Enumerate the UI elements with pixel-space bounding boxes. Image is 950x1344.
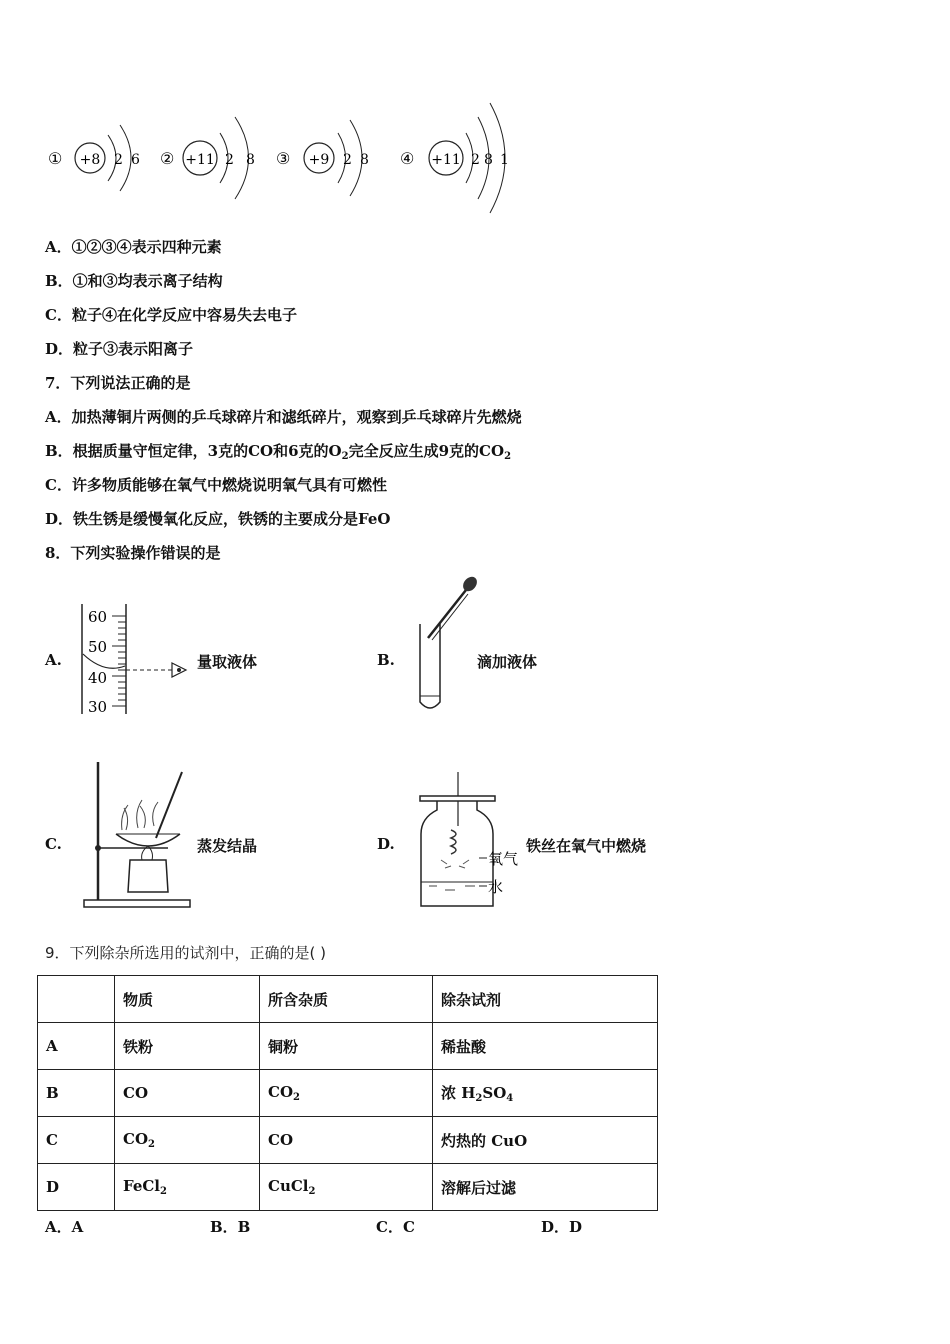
table-cell: 铁粉 <box>115 1023 260 1070</box>
atom-1-nucleus: +8 <box>79 152 101 168</box>
q8-stem: 8．下列实验操作错误的是 <box>45 544 221 562</box>
atom-2-shell-1: 2 <box>225 152 234 168</box>
q6-option-b: B．①和③均表示离子结构 <box>45 272 223 290</box>
q8-c-letter: C. <box>45 835 62 853</box>
table-row <box>38 1164 658 1211</box>
atom-1-number: ① <box>48 149 63 168</box>
formula-subscript: 2 <box>148 1139 155 1150</box>
table-cell: CO <box>115 1070 260 1117</box>
table-cell: 铜粉 <box>260 1023 433 1070</box>
table-cell <box>115 1164 260 1211</box>
table-cell <box>260 1164 433 1211</box>
atom-4-nucleus: +11 <box>431 152 461 168</box>
q9-table <box>37 975 658 1211</box>
table-cell: A <box>38 1023 115 1070</box>
atom-4-shell-3: 1 <box>500 152 509 168</box>
atom-3-nucleus: +9 <box>308 152 330 168</box>
cylinder-tick-60: 60 <box>88 608 108 626</box>
atom-4-number: ④ <box>400 149 415 168</box>
atom-diagram-3 <box>276 120 369 196</box>
q7-option-c: C．许多物质能够在氧气中燃烧说明氧气具有可燃性 <box>45 476 387 494</box>
q6-option-d: D．粒子③表示阳离子 <box>45 340 194 358</box>
q9-answer-d: D．D <box>541 1218 583 1236</box>
cylinder-tick-40: 40 <box>88 669 108 687</box>
q7-b-sub-1: 2 <box>341 451 349 462</box>
dropper-bulb <box>460 574 479 594</box>
atom-4-shell-2: 8 <box>484 152 493 168</box>
table-cell: B <box>38 1070 115 1117</box>
q7-stem: 7．下列说法正确的是 <box>45 374 191 392</box>
atom-3-shell-2: 8 <box>360 152 369 168</box>
table-cell <box>433 1070 658 1117</box>
table-cell <box>260 1070 433 1117</box>
formula-text: CuCl <box>268 1177 309 1195</box>
table-header-row <box>38 976 658 1023</box>
cylinder-tick-50: 50 <box>88 638 108 656</box>
dropper-test-tube-figure <box>410 574 490 716</box>
formula-subscript: 2 <box>308 1186 316 1197</box>
table-header-cell: 除杂试剂 <box>433 976 658 1023</box>
q8-d-letter: D. <box>377 835 395 853</box>
atom-2-shell-2: 8 <box>246 152 255 168</box>
atom-2-number: ② <box>160 149 175 168</box>
formula-text: CO <box>268 1083 294 1101</box>
q8-b-label: 滴加液体 <box>477 653 538 671</box>
q6-option-c: C．粒子④在化学反应中容易失去电子 <box>45 306 297 324</box>
formula-text: SO <box>482 1084 507 1102</box>
formula-text: 浓 H <box>441 1084 476 1102</box>
table-cell: CO <box>260 1117 433 1164</box>
atom-1-shell-1: 2 <box>114 152 123 168</box>
q7-option-b <box>45 440 511 462</box>
q7-b-sub-2: 2 <box>504 451 512 462</box>
formula-text: CO <box>123 1130 149 1148</box>
atom-1-shell-2: 6 <box>131 152 140 168</box>
table-header-cell: 物质 <box>115 976 260 1023</box>
q7-b-text-1: B．根据质量守恒定律，3克的CO和6克的O <box>45 442 342 460</box>
cylinder-tick-30: 30 <box>88 698 108 716</box>
table-cell: D <box>38 1164 115 1211</box>
atom-2-nucleus: +11 <box>185 152 215 168</box>
atom-3-shell-1: 2 <box>343 152 352 168</box>
formula-text: FeCl <box>123 1177 161 1195</box>
q8-a-letter: A. <box>45 651 62 669</box>
water-label: 水 <box>488 878 504 896</box>
table-cell <box>115 1117 260 1164</box>
table-cell: 稀盐酸 <box>433 1023 658 1070</box>
q9-stem: 9．下列除杂所选用的试剂中，正确的是( ) <box>45 944 327 962</box>
iron-wire-oxygen-figure <box>415 770 530 912</box>
atom-4-shell-1: 2 <box>471 152 480 168</box>
table-row <box>38 1117 658 1164</box>
oxygen-label: 氧气 <box>488 850 519 868</box>
q9-answer-b: B．B <box>210 1218 251 1236</box>
q7-option-a: A．加热薄铜片两侧的乒乓球碎片和滤纸碎片，观察到乒乓球碎片先燃烧 <box>45 408 522 426</box>
table-header-cell: 所含杂质 <box>260 976 433 1023</box>
evaporation-setup-figure <box>80 760 195 912</box>
formula-subscript: 2 <box>160 1186 167 1197</box>
graduated-cylinder-figure <box>76 600 196 718</box>
q9-answer-c: C．C <box>376 1218 415 1236</box>
q9-answer-a: A．A <box>45 1218 84 1236</box>
table-row <box>38 1070 658 1117</box>
table-row <box>38 1023 658 1070</box>
atom-diagram-2 <box>160 117 255 199</box>
formula-subscript: 2 <box>475 1093 483 1104</box>
atom-diagram-4 <box>400 103 509 213</box>
atom-diagram-1 <box>48 125 140 191</box>
q8-b-letter: B. <box>377 651 395 669</box>
formula-subscript: 4 <box>506 1093 514 1104</box>
atom-structure-diagrams <box>40 95 520 215</box>
q8-a-label: 量取液体 <box>197 653 258 671</box>
formula-subscript: 2 <box>293 1092 300 1103</box>
atom-3-number: ③ <box>276 149 291 168</box>
q8-d-label: 铁丝在氧气中燃烧 <box>526 837 647 855</box>
table-cell: C <box>38 1117 115 1164</box>
table-header-cell <box>38 976 115 1023</box>
q6-option-a: A．①②③④表示四种元素 <box>45 238 222 256</box>
q7-option-d: D．铁生锈是缓慢氧化反应，铁锈的主要成分是FeO <box>45 510 391 528</box>
q8-c-label: 蒸发结晶 <box>197 837 258 855</box>
table-cell: 灼热的 CuO <box>433 1117 658 1164</box>
table-cell: 溶解后过滤 <box>433 1164 658 1211</box>
q7-b-text-2: 完全反应生成9克的CO <box>348 442 505 460</box>
